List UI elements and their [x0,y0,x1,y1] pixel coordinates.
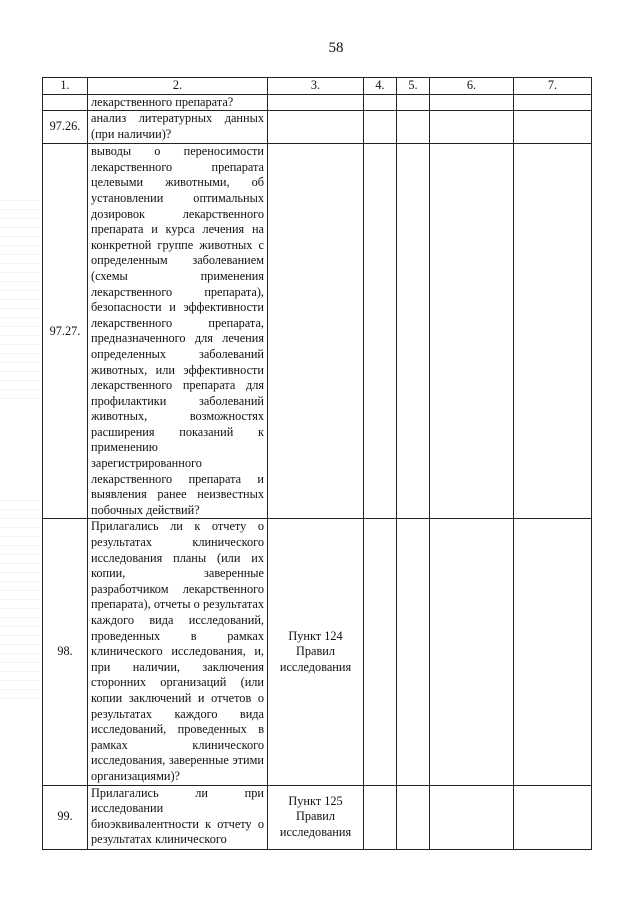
empty-cell [430,111,514,144]
table-row [43,144,592,519]
column-header: 2. [88,78,268,95]
empty-cell [514,144,592,519]
empty-cell [430,94,514,111]
empty-cell [364,144,397,519]
checklist-table [42,77,592,850]
column-header: 6. [430,78,514,95]
scan-noise [0,200,42,400]
empty-cell [364,111,397,144]
item-text: Прилагались ли к отчету о результатах клинического исследования планы (или их копии, заверенные разработчиком лекарственного препарата), отчеты о результатах каждого вида исследований, проведенных в рамках клинического исследования, и, при наличии, заключения сторонних организаций (или копии заключений и отчетов о результатах каждого вида исследований, проведенных в рамках клинического исследования, заверенные этими организациями)? [88,519,268,785]
item-text: Прилагались ли при исследовании биоэквивалентности к отчету о результатах клинического [88,785,268,849]
empty-cell [364,785,397,849]
item-text: лекарственного препарата? [88,94,268,111]
table-row [43,785,592,849]
item-reference [268,111,364,144]
page-number: 58 [328,40,344,56]
empty-cell [514,94,592,111]
item-number: 97.27. [43,144,88,519]
table-row [43,519,592,785]
scan-noise [0,500,42,700]
empty-cell [430,519,514,785]
empty-cell [364,94,397,111]
empty-cell [397,111,430,144]
item-reference [268,144,364,519]
column-header: 5. [397,78,430,95]
empty-cell [397,144,430,519]
empty-cell [397,94,430,111]
item-reference: Пункт 124 Правил исследования [268,519,364,785]
column-header: 4. [364,78,397,95]
empty-cell [430,785,514,849]
column-header: 3. [268,78,364,95]
item-number: 99. [43,785,88,849]
column-header: 1. [43,78,88,95]
empty-cell [397,785,430,849]
item-number: 97.26. [43,111,88,144]
table-row [43,94,592,111]
item-number: 98. [43,519,88,785]
item-text: выводы о переносимости лекарственного препарата целевыми животными, об установлении оптимальных дозировок лекарственного препарата и курса лечения на конкретной группе животных с определенным заболеванием (схемы применения лекарственного препарата), безопасности и эффективности лекарственного препарата, предназначенного для лечения определенных заболеваний животных, или эффективности лекарственного препарата для профилактики заболеваний животных, возможностях расширения показаний к применению зарегистрированного лекарственного препарата и выявления ранее неизвестных побочных действий? [88,144,268,519]
empty-cell [514,785,592,849]
item-number [43,94,88,111]
empty-cell [514,111,592,144]
item-reference: Пункт 125 Правил исследования [268,785,364,849]
empty-cell [514,519,592,785]
item-reference [268,94,364,111]
header-row [43,78,592,95]
item-text: анализ литературных данных (при наличии)? [88,111,268,144]
empty-cell [364,519,397,785]
empty-cell [430,144,514,519]
empty-cell [397,519,430,785]
table-row [43,111,592,144]
column-header: 7. [514,78,592,95]
